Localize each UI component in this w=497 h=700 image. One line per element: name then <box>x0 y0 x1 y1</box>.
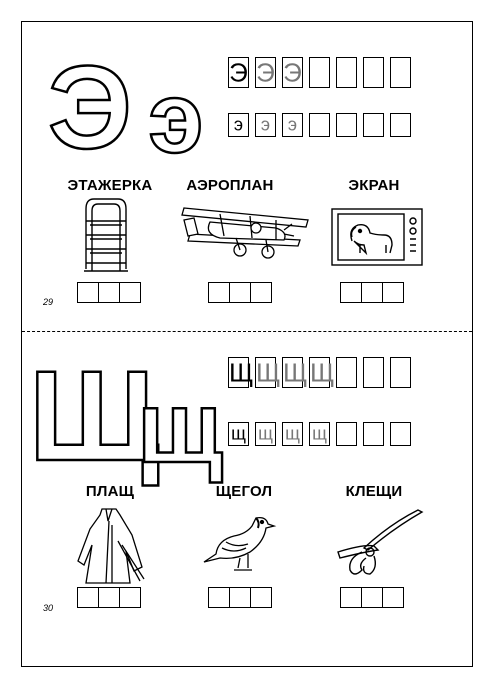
answer-cell[interactable] <box>208 282 230 303</box>
tracing-box[interactable] <box>309 357 335 388</box>
tracing-box[interactable] <box>282 422 303 446</box>
word-aeroplan: АЭРОПЛАН <box>186 177 274 194</box>
tracing-box[interactable] <box>255 57 276 88</box>
tracing-letter: щ <box>285 423 300 444</box>
big-letter-e-lower <box>138 62 214 174</box>
tracing-letter: Э <box>283 57 302 87</box>
tracing-box[interactable] <box>363 357 384 388</box>
tracing-letter: Щ <box>256 357 281 387</box>
answer-cell[interactable] <box>250 282 272 303</box>
answer-cell[interactable] <box>382 282 404 303</box>
answer-cell[interactable] <box>361 587 383 608</box>
tracing-box[interactable] <box>336 113 357 137</box>
answer-cell[interactable] <box>250 587 272 608</box>
tracing-box[interactable] <box>309 422 330 446</box>
answer-cell[interactable] <box>229 282 251 303</box>
trace-row-e-lower <box>228 113 411 137</box>
tracing-box[interactable] <box>336 357 357 388</box>
answer-cell[interactable] <box>340 587 362 608</box>
tracing-letter: э <box>287 114 298 135</box>
tracing-box[interactable] <box>282 357 308 388</box>
answer-boxes-shchegol[interactable] <box>208 587 272 608</box>
page-number-29: 29 <box>43 297 54 307</box>
tracing-box[interactable] <box>228 422 249 446</box>
tracing-box[interactable] <box>390 113 411 137</box>
answer-cell[interactable] <box>119 587 141 608</box>
word-kleshchi: КЛЕЩИ <box>345 483 403 500</box>
tracing-box[interactable] <box>336 57 357 88</box>
tracing-box[interactable] <box>309 113 330 137</box>
answer-boxes-plashch[interactable] <box>77 587 141 608</box>
shelf-icon <box>80 197 132 273</box>
tracing-box[interactable] <box>363 422 384 446</box>
answer-cell[interactable] <box>208 587 230 608</box>
tracing-box[interactable] <box>390 357 411 388</box>
pliers-icon <box>334 508 424 580</box>
tracing-letter: э <box>233 114 244 135</box>
tracing-letter: щ <box>258 423 273 444</box>
trace-row-shch-upper <box>228 357 411 388</box>
big-letter-shch-upper-text: Щ <box>28 345 160 488</box>
cut-line-divider <box>22 331 472 332</box>
tracing-box[interactable] <box>336 422 357 446</box>
word-shchegol: ЩЕГОЛ <box>215 483 273 500</box>
tracing-box[interactable] <box>309 57 330 88</box>
big-letter-shch-lower-text: щ <box>136 370 224 484</box>
tracing-letter: Э <box>256 57 275 87</box>
tracing-letter: э <box>260 114 271 135</box>
answer-cell[interactable] <box>98 282 120 303</box>
tracing-box[interactable] <box>282 57 303 88</box>
tracing-box[interactable] <box>363 113 384 137</box>
tracing-box[interactable] <box>228 113 249 137</box>
big-letter-shch-lower <box>136 370 224 484</box>
big-letter-shch-upper <box>28 345 160 488</box>
tracing-letter: Щ <box>283 357 308 387</box>
answer-cell[interactable] <box>382 587 404 608</box>
tracing-letter: щ <box>231 423 246 444</box>
tracing-box[interactable] <box>390 57 411 88</box>
tracing-box[interactable] <box>363 57 384 88</box>
big-letter-e-upper <box>42 42 138 174</box>
tracing-box[interactable] <box>390 422 411 446</box>
answer-cell[interactable] <box>77 282 99 303</box>
airplane-icon <box>180 200 312 270</box>
big-letter-e-lower-text: э <box>148 62 204 174</box>
tracing-letter: щ <box>312 423 327 444</box>
tv-screen-icon <box>330 207 424 267</box>
tracing-box[interactable] <box>255 422 276 446</box>
answer-cell[interactable] <box>119 282 141 303</box>
goldfinch-bird-icon <box>200 512 276 576</box>
trace-row-e-upper <box>228 57 411 88</box>
tracing-box[interactable] <box>228 357 254 388</box>
answer-boxes-kleshchi[interactable] <box>340 587 404 608</box>
answer-boxes-ekran[interactable] <box>340 282 404 303</box>
answer-boxes-etazherka[interactable] <box>77 282 141 303</box>
answer-cell[interactable] <box>340 282 362 303</box>
tracing-box[interactable] <box>282 113 303 137</box>
word-ekran: ЭКРАН <box>348 177 400 194</box>
tracing-letter: Щ <box>310 357 335 387</box>
answer-cell[interactable] <box>77 587 99 608</box>
tracing-letter: Щ <box>229 357 254 387</box>
answer-boxes-aeroplan[interactable] <box>208 282 272 303</box>
raincoat-icon <box>76 505 146 585</box>
answer-cell[interactable] <box>229 587 251 608</box>
trace-row-shch-lower <box>228 422 411 446</box>
page-number-30: 30 <box>43 603 54 613</box>
word-etazherka: ЭТАЖЕРКА <box>67 177 153 194</box>
big-letter-e-upper-text: Э <box>48 42 132 174</box>
tracing-box[interactable] <box>255 357 281 388</box>
word-plashch: ПЛАЩ <box>85 483 135 500</box>
tracing-box[interactable] <box>255 113 276 137</box>
answer-cell[interactable] <box>98 587 120 608</box>
tracing-box[interactable] <box>228 57 249 88</box>
tracing-letter: Э <box>229 57 248 87</box>
answer-cell[interactable] <box>361 282 383 303</box>
